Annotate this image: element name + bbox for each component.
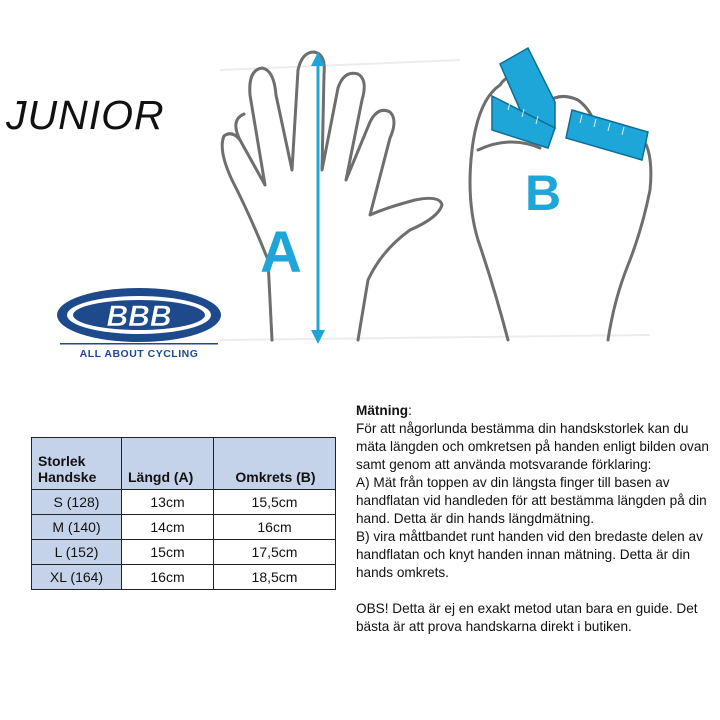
length-cell: 13cm — [122, 490, 214, 515]
hand-measurement-diagram — [210, 40, 670, 360]
bbb-logo — [54, 282, 224, 362]
size-cell: S (128) — [32, 490, 122, 515]
size-cell: L (152) — [32, 540, 122, 565]
header-size-line1: Storlek — [38, 453, 86, 469]
size-table — [31, 437, 336, 590]
size-cell: XL (164) — [32, 565, 122, 590]
page-title: JUNIOR — [6, 92, 165, 138]
instructions-intro: För att någorlunda bestämma din handskstorlek kan du mäta längden och omkretsen på handen enligt bilden ovan samt genom att använda motsvarande förklaring: — [356, 421, 709, 472]
label-a: A — [260, 220, 302, 285]
instructions-heading: Mätning — [356, 403, 409, 418]
header-size — [32, 438, 122, 490]
open-hand-illustration — [222, 52, 442, 340]
table-header-row — [32, 438, 336, 490]
measurement-instructions — [356, 402, 716, 636]
circumference-cell: 17,5cm — [214, 540, 336, 565]
length-cell: 16cm — [122, 565, 214, 590]
label-b: B — [525, 165, 562, 221]
length-cell: 15cm — [122, 540, 214, 565]
header-circumference: Omkrets (B) — [214, 438, 336, 490]
table-row — [32, 540, 336, 565]
instructions-heading-line — [356, 402, 716, 420]
table-row — [32, 490, 336, 515]
logo-tagline: ALL ABOUT CYCLING — [79, 348, 199, 360]
svg-text:BBB: BBB — [106, 300, 172, 333]
header-length: Längd (A) — [122, 438, 214, 490]
circumference-cell: 16cm — [214, 515, 336, 540]
instructions-step-a: A) Mät från toppen av din längsta finger till basen av handflatan vid handleden för att bestämma längden på din hand. Detta är din hands längdmätning. — [356, 475, 707, 526]
table-row — [32, 515, 336, 540]
circumference-cell: 18,5cm — [214, 565, 336, 590]
length-cell: 14cm — [122, 515, 214, 540]
instructions-note: OBS! Detta är ej en exakt metod utan bara en guide. Det bästa är att prova handskarna direkt i butiken. — [356, 601, 698, 634]
size-cell: M (140) — [32, 515, 122, 540]
table-row — [32, 565, 336, 590]
heading-colon: : — [408, 403, 412, 418]
header-size-line2: Handske — [38, 469, 97, 485]
instructions-step-b: B) vira måttbandet runt handen vid den bredaste delen av handflatan och knyt handen innan mätning. Detta är din hands omkrets. — [356, 529, 703, 580]
circumference-cell: 15,5cm — [214, 490, 336, 515]
